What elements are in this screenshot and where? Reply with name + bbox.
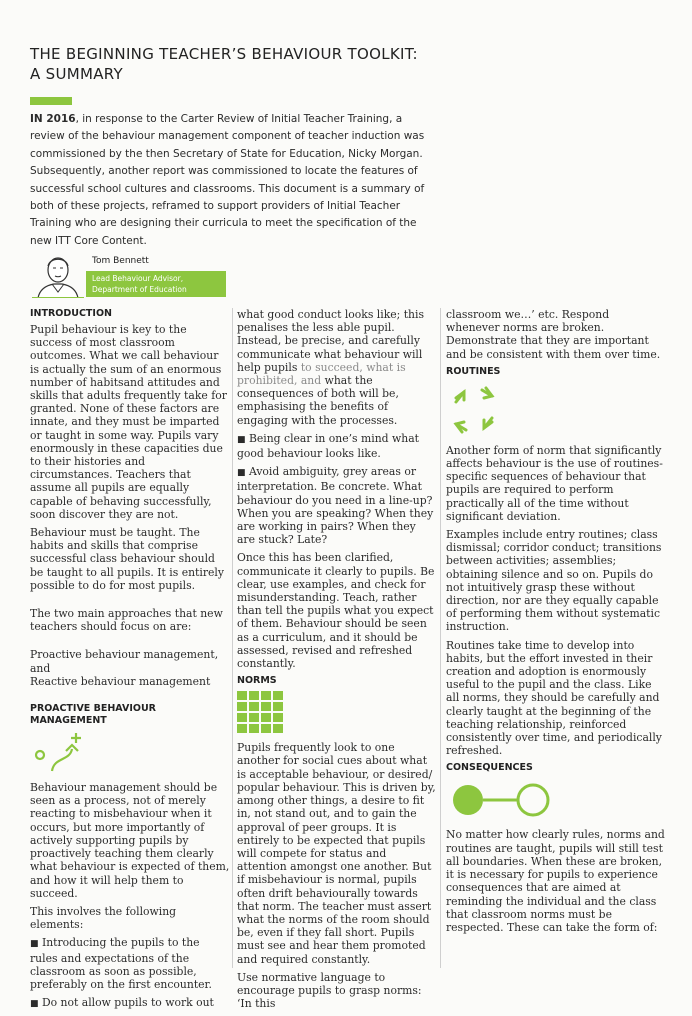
author-portrait-icon: [32, 252, 84, 298]
paragraph-part-faded: to succeed, what is prohibited, and: [237, 360, 406, 388]
bullet-text: Being clear in one’s mind what good behaviour looks like.: [237, 431, 419, 461]
dot-arrow-circle-icon: [446, 778, 556, 822]
approaches-list: [30, 648, 230, 688]
column-divider: [232, 308, 233, 968]
bullet-text: Introducing the pupils to the rules and expectations of the classroom as soon as possible, preferably on the first encounter.: [30, 936, 212, 991]
bullet-item: ■ Do not allow pupils to work out: [30, 996, 214, 1010]
paragraph: This involves the following elements:: [30, 904, 177, 932]
column-1: [30, 308, 230, 1016]
cycle-arrows-icon: [446, 382, 502, 438]
intro-text: , in response to the Carter Review of Initial Teacher Training, a review of the behaviour management component of teacher induction was commissioned by the then Secretary of State for Education, Nicky Morgan. Subsequently, another report was commissioned to locate the features of successful school cultures and classrooms. This document is a summary of both of these projects, reframed to support providers of Initial Teacher Training who are designing their curricula to meet the specification of the new ITT Core Content.: [30, 113, 425, 247]
section-heading-norms: NORMS: [237, 675, 277, 687]
paragraph: Behaviour must be taught. The habits and skills that comprise successful class behaviour should be taught to all pupils. It is entirely possible to do for most pupils.: [30, 526, 224, 592]
page-title: [30, 44, 418, 84]
paragraph-part: what the consequences of both will be, emphasising the benefits of engaging with the processes.: [237, 374, 399, 427]
title-line-1: THE BEGINNING TEACHER’S BEHAVIOUR TOOLKIT:: [30, 45, 418, 63]
section-heading-routines: ROUTINES: [446, 365, 501, 377]
author-name: Tom Bennett: [92, 256, 149, 266]
path-arrow-icon: [30, 731, 90, 775]
paragraph: Pupils frequently look to one another for social cues about what is acceptable behaviour, or desired/ popular behaviour. This is driven by, among other things, a desire to fit in, not stand out, and to gain the approval of peer groups. It is entirely to be expected that pupils will compete for status and attention amongst one another. But if misbehaviour is normal, pupils often drift behaviourally towards that norm. The teacher must assert what the norms of the room should be, even if they fall short. Pupils must see and hear them promoted and required constantly.: [237, 741, 436, 966]
paragraph: Routines take time to develop into habits, but the effort invested in their creation and adoption is enormously useful to the pupil and the class. Like all norms, they should be carefully and clearly taught at the beginning of the teaching relationship, reinforced consistently over time, and periodically refreshed.: [446, 638, 662, 758]
paragraph: [237, 308, 437, 427]
author-role-line-2: Department of Education: [92, 285, 187, 294]
author-block: [30, 252, 226, 298]
paragraph: Examples include entry routines; class dismissal; corridor conduct; transitions between activities; assemblies; obtaining silence and so on. Pupils do not intuitively grasp these without direction, nor are they equally capable of performing them without systematic instruction.: [446, 528, 662, 634]
approach-reactive: Reactive behaviour management: [30, 674, 211, 688]
approach-and: and: [30, 661, 51, 675]
paragraph: Pupil behaviour is key to the success of most classroom outcomes. What we call behaviour is actually the sum of an enormous number of habitsand attitudes and skills that adults frequently take for granted. None of these factors are innate, and they must be imparted or taught in some way. Pupils vary enormously in these capacities due to their histories and circumstances. Teachers that assume all pupils are equally capable of behaving successfully, soon discover they are not.: [30, 323, 227, 521]
paragraph: Behaviour management should be seen as a process, not of merely reacting to misbehaviour when it occurs, but more importantly of actively supporting pupils by proactively teaching them clearly what behaviour is expected of them, and how it will help them to succeed.: [30, 781, 230, 900]
intro-lead: IN 2016: [30, 113, 76, 125]
bullet-item: ■ Being clear in one’s mind what good behaviour looks like.: [237, 431, 419, 461]
bullet-text: Avoid ambiguity, grey areas or interpretation. Be concrete. What behaviour do you need in a line-up? When you are speaking? When they are working in pairs? When they are stuck? Late?: [237, 465, 434, 547]
paragraph: classroom we…’ etc. Respond whenever norms are broken. Demonstrate that they are important and be consistent with them over time.: [446, 308, 661, 361]
paragraph: Another form of norm that significantly affects behaviour is the use of routines- specific sequences of behaviour that pupils are required to perform practically all of the time without significant deviation.: [446, 443, 663, 523]
column-divider: [440, 308, 441, 968]
paragraph: No matter how clearly rules, norms and routines are taught, pupils will still test all boundaries. When these are broken, it is necessary for pupils to experience consequences that are aimed at reminding the individual and the class that classroom norms must be respected. These can take the form of:: [446, 828, 665, 934]
paragraph: Use normative language to encourage pupils to grasp norms: ‘In this: [237, 970, 422, 1011]
bullet-item: ■ Avoid ambiguity, grey areas or interpretation. Be concrete. What behaviour do you need in a line-up? When you are speaking? When they are working in pairs? When they are stuck? Late?: [237, 465, 434, 547]
author-role-line-1: Lead Behaviour Advisor,: [92, 274, 184, 283]
approach-proactive: Proactive behaviour management,: [30, 648, 219, 662]
section-heading-introduction: INTRODUCTION: [30, 308, 112, 319]
grid-squares-icon: [237, 691, 285, 735]
section-heading-proactive: PROACTIVE BEHAVIOUR MANAGEMENT: [30, 703, 156, 727]
section-heading-consequences: CONSEQUENCES: [446, 762, 533, 774]
column-2: [237, 308, 437, 1015]
author-role-badge: [86, 271, 226, 297]
title-line-2: A SUMMARY: [30, 65, 124, 83]
paragraph: The two main approaches that new teachers should focus on are:: [30, 607, 223, 634]
accent-bar: [30, 97, 72, 105]
bullet-item: ■ Introducing the pupils to the rules and expectations of the classroom as soon as possible, preferably on the first encounter.: [30, 936, 212, 991]
column-3: [446, 308, 666, 939]
bullet-text: Do not allow pupils to work out: [41, 996, 214, 1010]
paragraph: Once this has been clarified, communicate it clearly to pupils. Be clear, use examples, and check for misunderstanding. Teach, rather than tell the pupils what you expect of them. Behaviour should be seen as a curriculum, and it should be assessed, revised and refreshed constantly.: [237, 551, 435, 671]
paragraph-part: what good conduct looks like; this penalises the less able pupil. Instead, be precise, and carefully communicate what behaviour will help pupils: [237, 308, 425, 374]
intro-paragraph: [30, 111, 435, 250]
